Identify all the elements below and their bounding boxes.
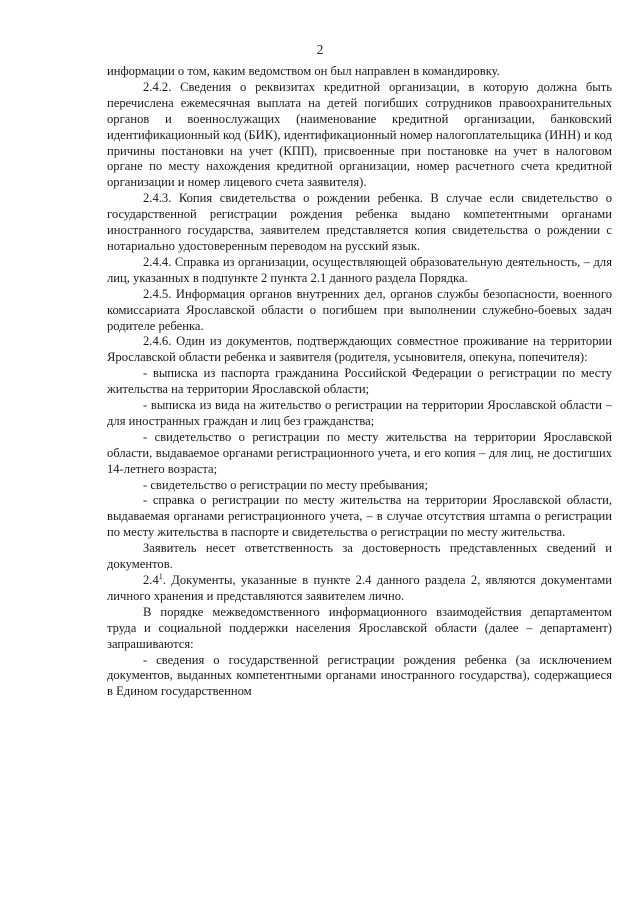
paragraph-2-4-4: 2.4.4. Справка из организации, осуществляющей образовательную деятельность, – для лиц, указанных в подпункте 2 пункта 2.1 данного раздела Порядка. [107, 254, 612, 285]
paragraph-2-4-2: 2.4.2. Сведения о реквизитах кредитной организации, в которую должна быть перечислена ежемесячная выплата на детей погибших сотрудников правоохранительных органов и военнослужащих (наименование кредитной организации, банковский идентификационный код (БИК), идентификационный номер налогоплательщика (ИНН) и код причины постановки на учет (КПП), присвоенные при постановке на учет в налоговом органе по месту нахождения кредитной организации, номер расчетного счета кредитной организации и номер лицевого счета заявителя). [107, 79, 612, 190]
paragraph-responsibility: Заявитель несет ответственность за достоверность представленных сведений и документов. [107, 541, 612, 572]
paragraph-2-4-6: 2.4.6. Один из документов, подтверждающих совместное проживание на территории Ярославской области ребенка и заявителя (родителя, усыновителя, опекуна, попечителя): [107, 334, 612, 365]
list-item-birth-registration: - сведения о государственной регистрации рождения ребенка (за исключением документов, выданных компетентными органами иностранного государства), содержащиеся в Едином государственном [107, 652, 612, 699]
list-item-passport-extract: - выписка из паспорта гражданина Российской Федерации о регистрации по месту жительства на территории Ярославской области; [107, 366, 612, 397]
superscript: 1 [158, 571, 163, 581]
paragraph-interagency: В порядке межведомственного информационного взаимодействия департаментом труда и социальной поддержки населения Ярославской области (далее – департамент) запрашиваются: [107, 604, 612, 651]
paragraph-text: . Документы, указанные в пункте 2.4 данного раздела 2, являются документами личного хранения и представляются заявителем лично. [107, 573, 612, 603]
list-item-stay-registration: - свидетельство о регистрации по месту пребывания; [143, 477, 428, 492]
list-item-registration-certificate: - свидетельство о регистрации по месту жительства на территории Ярославской области, выдаваемое органами регистрационного учета, и его копия – для лиц, не достигших 14-летнего возраста; [107, 429, 612, 476]
paragraph-2-4-5: 2.4.5. Информация органов внутренних дел, органов службы безопасности, военного комиссариата Ярославской области о погибшем при выполнении служебно-боевых задач родителе ребенка. [107, 286, 612, 333]
paragraph-2-4-3: 2.4.3. Копия свидетельства о рождении ребенка. В случае если свидетельство о государственной регистрации рождения ребенка выдано компетентными органами иностранного государства, заявителем представляется копия свидетельства о рождении с нотариально удостоверенным переводом на русский язык. [107, 191, 612, 253]
page-number: 2 [316, 42, 324, 57]
list-item-residence-permit: - выписка из вида на жительство о регистрации на территории Ярославской области – для иностранных граждан и лиц без гражданства; [107, 398, 612, 428]
paragraph-number: 2.4 [143, 573, 159, 587]
list-item-registration-reference: - справка о регистрации по месту жительства на территории Ярославской области, выдаваемая органами регистрационного учета, – в случае отсутствия штампа о регистрации по месту жительства в паспорте и свидетельства о регистрации по месту жительства. [107, 493, 612, 540]
document-body [107, 64, 612, 700]
paragraph-continuation: информации о том, каким ведомством он был направлен в командировку. [107, 64, 500, 78]
paragraph-2-4-1 [107, 573, 612, 605]
